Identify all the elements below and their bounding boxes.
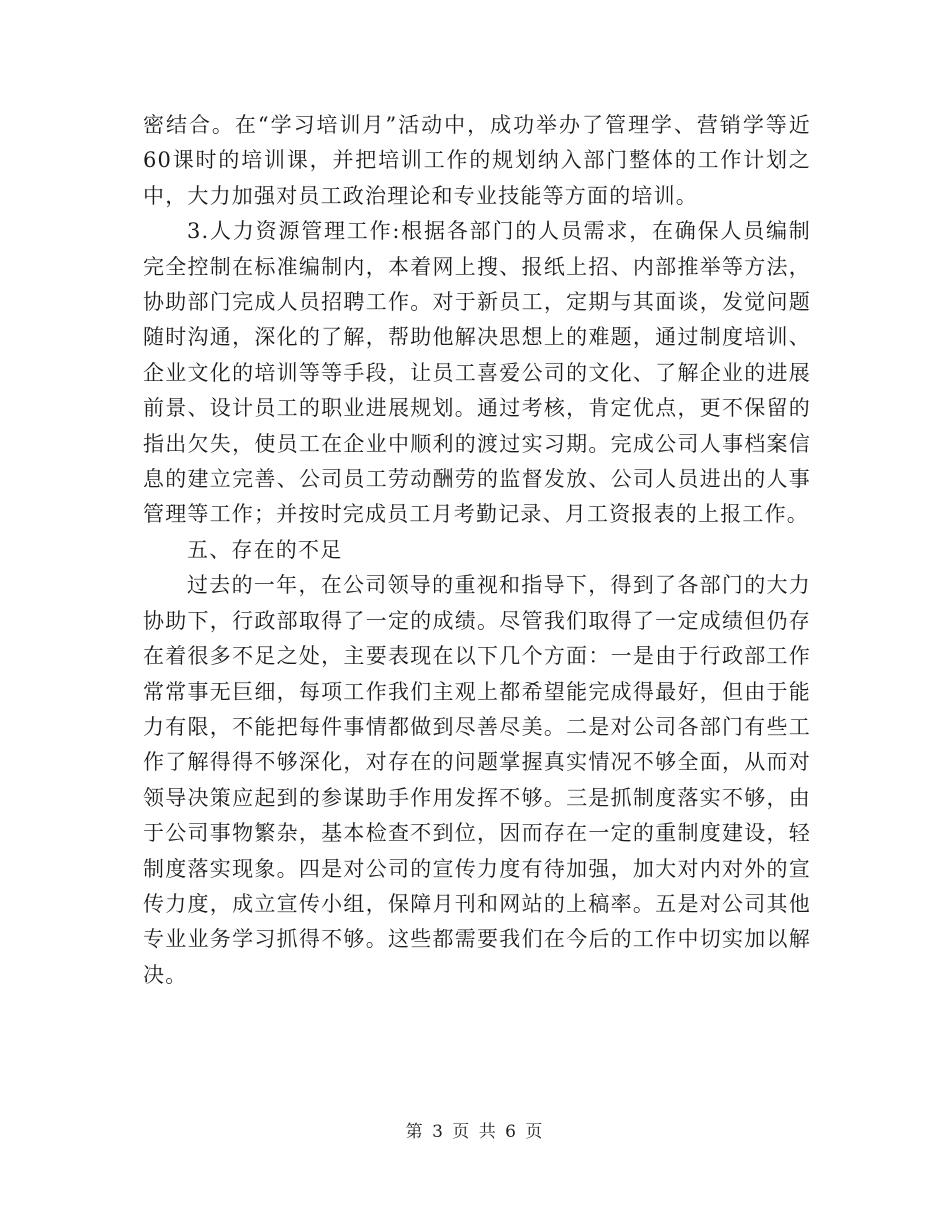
page-footer: 第 3 页 共 6 页 bbox=[405, 1122, 545, 1142]
paragraph-shortcomings: 过去的一年，在公司领导的重视和指导下，得到了各部门的大力协助下，行政部取得了一定的成绩。尽管我们取得了一定成绩但仍存在着很多不足之处，主要表现在以下几个方面：一是由于行政部工作常常事无巨细，每项工作我们主观上都希望能完成得最好，但由于能力有限，不能把每件事情都做到尽善尽美。二是对公司各部门有些工作了解得得不够深化，对存在的问题掌握真实情况不够全面，从而对领导决策应起到的参谋助手作用发挥不够。三是抓制度落实不够，由于公司事物繁杂，基本检查不到位，因而存在一定的重制度建设，轻制度落实现象。四是对公司的宣传力度有待加强，加大对内对外的宣传力度，成立宣传小组，保障月刊和网站的上稿率。五是对公司其他专业业务学习抓得不够。这些都需要我们在今后的工作中切实加以解决。 bbox=[143, 573, 811, 987]
paragraph-hr-management: 3.人力资源管理工作:根据各部门的人员需求，在确保人员编制完全控制在标准编制内，本着网上搜、报纸上招、内部推举等方法，协助部门完成人员招聘工作。对于新员工，定期与其面谈，发觉问题随时沟通，深化的了解，帮助他解决思想上的难题，通过制度培训、企业文化的培训等等手段，让员工喜爱公司的文化、了解企业的进展前景、设计员工的职业进展规划。通过考核，肯定优点，更不保留的指出欠失，使员工在企业中顺利的渡过实习期。完成公司人事档案信息的建立完善、公司员工劳动酬劳的监督发放、公司人员进出的人事管理等工作；并按时完成员工月考勤记录、月工资报表的上报工作。 bbox=[143, 219, 811, 527]
section-heading-shortcomings: 五、存在的不足 bbox=[187, 537, 343, 562]
document-body bbox=[143, 108, 811, 993]
paragraph-continuation: 密结合。在“学习培训月”活动中，成功举办了管理学、营销学等近60课时的培训课，并把培训工作的规划纳入部门整体的工作计划之中，大力加强对员工政治理论和专业技能等方面的培训。 bbox=[143, 113, 811, 208]
